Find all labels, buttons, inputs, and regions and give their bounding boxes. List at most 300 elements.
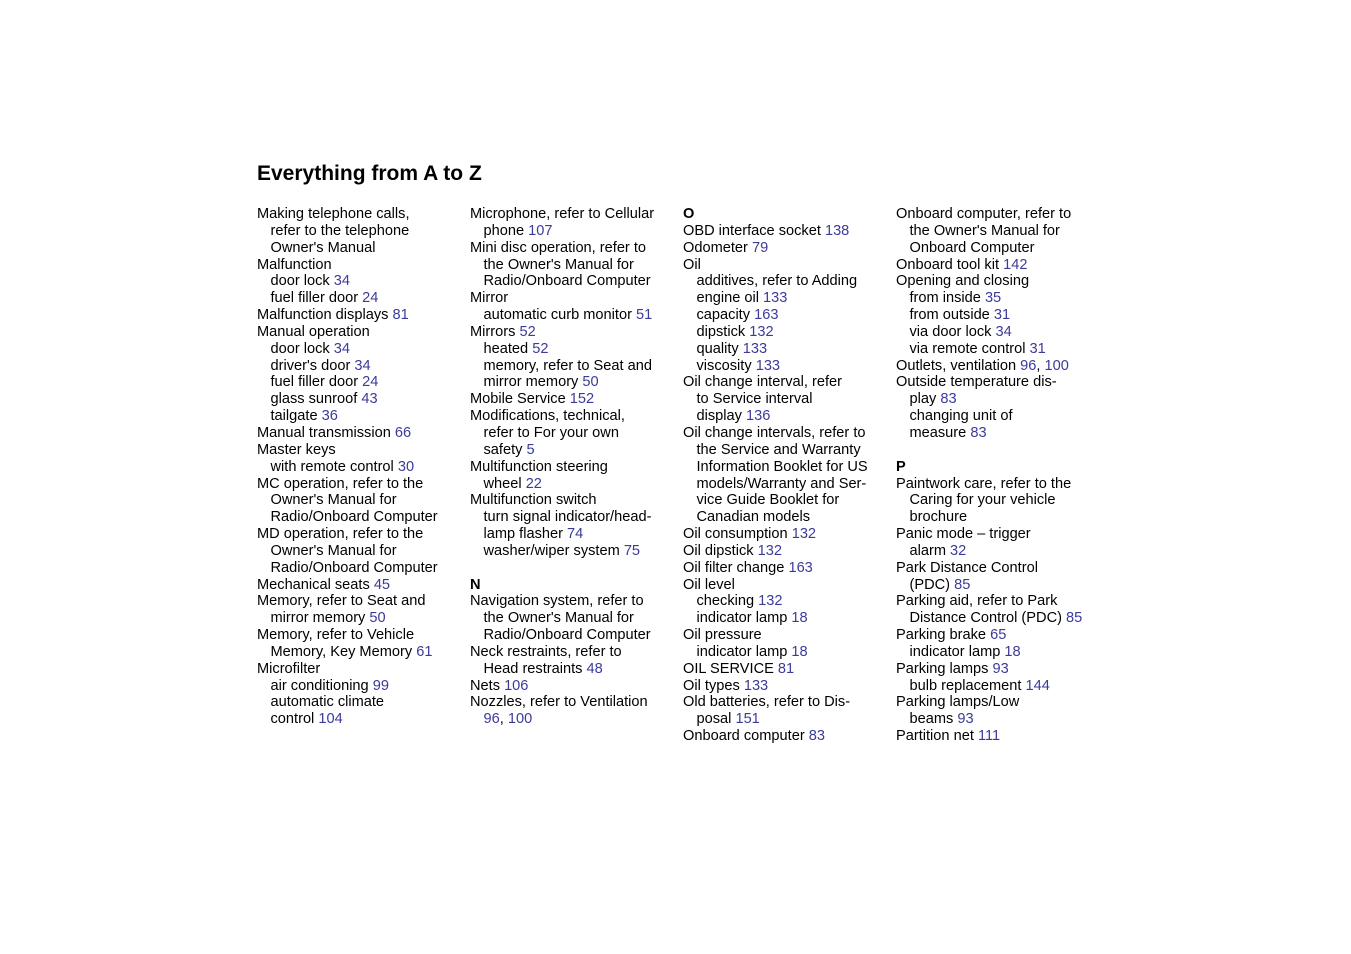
page-reference-link[interactable]: 52 (519, 323, 536, 340)
index-subentry (257, 358, 467, 375)
index-subentry (257, 560, 467, 577)
index-entry (683, 678, 893, 695)
entry-text: viscosity (696, 357, 756, 374)
entry-text: safety (483, 441, 527, 458)
page-reference-link[interactable]: 50 (582, 374, 599, 391)
index-subentry (683, 476, 893, 493)
page-reference-link[interactable]: 74 (567, 526, 584, 543)
index-subentry (470, 509, 680, 526)
entry-text: Mirror (470, 290, 509, 307)
index-subentry (896, 307, 1106, 324)
entry-text: dipstick (696, 323, 750, 340)
page-reference-link[interactable]: 96 (483, 711, 500, 728)
entry-text: Parking aid, refer to Park (896, 593, 1058, 610)
index-subentry (257, 273, 467, 290)
index-subentry (683, 509, 893, 526)
entry-text: washer/wiper system (483, 542, 624, 559)
index-subentry (257, 610, 467, 627)
page-reference-link[interactable]: 151 (735, 711, 760, 728)
entry-text: bulb replacement (909, 677, 1026, 694)
page-reference-link[interactable]: 31 (1029, 340, 1046, 357)
page-reference-link[interactable]: 132 (758, 593, 783, 610)
index-subentry (470, 358, 680, 375)
page-reference-link[interactable]: 132 (749, 323, 774, 340)
entry-text: the Service and Warranty (696, 441, 861, 458)
index-subentry (683, 324, 893, 341)
entry-text: Parking brake (896, 627, 991, 644)
index-subentry (257, 341, 467, 358)
entry-text: Making telephone calls, (257, 206, 410, 222)
page-reference-link[interactable]: 133 (742, 340, 768, 357)
entry-text: via remote control (909, 340, 1030, 357)
entry-text: mirror memory (270, 610, 370, 627)
entry-text: phone (483, 222, 529, 239)
page-reference-link[interactable]: 61 (416, 643, 433, 660)
page-reference-link[interactable]: 75 (623, 542, 641, 559)
entry-text: Paintwork care, refer to the (896, 475, 1072, 492)
page-reference-link[interactable]: 163 (754, 307, 779, 324)
entry-text: (PDC) (909, 576, 955, 593)
entry-text: beams (909, 711, 958, 728)
index-column-4 (896, 206, 1106, 745)
entry-text: Mechanical seats (257, 576, 374, 593)
entry-text: changing unit of (909, 408, 1013, 425)
index-subentry (896, 425, 1106, 442)
index-entry (896, 526, 1106, 543)
index-entry (257, 442, 467, 459)
entry-text: Master keys (257, 441, 336, 458)
index-subentry (470, 610, 680, 627)
entry-text: Oil pressure (683, 627, 762, 644)
page-reference-link[interactable]: 79 (751, 239, 769, 256)
page-reference-link[interactable]: 142 (1003, 256, 1028, 273)
page-reference-link[interactable]: 100 (1044, 357, 1069, 374)
index-subentry (257, 678, 467, 695)
section-letter-heading: O (683, 206, 695, 222)
index-subentry: 96, 100 (483, 711, 533, 728)
entry-text: Canadian models (696, 509, 811, 526)
entry-text: Malfunction displays (257, 307, 393, 324)
section-spacer (470, 560, 680, 577)
page-reference-link[interactable]: 107 (528, 222, 553, 239)
index-entry (896, 694, 1106, 711)
index-entry (470, 290, 680, 307)
entry-text: Park Distance Control (896, 559, 1038, 576)
entry-text: to Service interval (696, 391, 813, 408)
entry-text: memory, refer to Seat and (483, 357, 652, 374)
entry-text: automatic climate (270, 694, 385, 711)
entry-text: Microfilter (257, 660, 321, 677)
entry-text: control (270, 711, 319, 728)
entry-text: Multifunction steering (470, 458, 608, 475)
index-subentry (257, 391, 467, 408)
entry-text: Navigation system, refer to (470, 593, 644, 610)
entry-text: Neck restraints, refer to (470, 643, 622, 660)
page-reference-link[interactable]: 85 (954, 576, 971, 593)
index-subentry (896, 610, 1106, 627)
entry-text: brochure (909, 509, 968, 526)
entry-text: automatic curb monitor (483, 307, 636, 324)
index-subentry (896, 577, 1106, 594)
entry-text: quality (696, 340, 743, 357)
entry-text: Memory, refer to Seat and (257, 593, 426, 610)
index-subentry (257, 223, 467, 240)
entry-text: glass sunroof (270, 391, 362, 408)
page-reference-link[interactable]: 132 (791, 526, 817, 543)
page-reference-link[interactable]: 136 (745, 408, 771, 425)
page-reference-link[interactable]: 50 (369, 610, 386, 627)
entry-text: OIL SERVICE (683, 660, 778, 677)
page-reference-link[interactable]: 34 (354, 357, 371, 374)
index-entry (257, 627, 467, 644)
index-entry (683, 526, 893, 543)
index-entry (683, 223, 893, 240)
index-entry (470, 678, 680, 695)
entry-text: Owner's Manual for (270, 542, 397, 559)
index-subentry (470, 543, 680, 560)
index-subentry (896, 543, 1106, 560)
index-entry (896, 593, 1106, 610)
index-subentry (896, 324, 1106, 341)
page-reference-link[interactable]: 111 (977, 728, 1001, 745)
page-reference-link[interactable]: 133 (755, 357, 781, 374)
page-reference-link[interactable]: 83 (970, 424, 987, 441)
index-entry (896, 257, 1106, 274)
entry-text: Radio/Onboard Computer (483, 273, 651, 290)
index-entry (470, 694, 680, 711)
page-reference-link[interactable]: 52 (532, 340, 549, 357)
entry-text: Mobile Service (470, 391, 570, 408)
index-entry (470, 492, 680, 509)
page-reference-link[interactable]: 34 (333, 340, 351, 357)
index-entry (896, 728, 1106, 745)
entry-text: refer to For your own (483, 424, 619, 441)
entry-text: OBD interface socket (683, 222, 825, 239)
index-entry (683, 374, 893, 391)
entry-text: Information Booklet for US (696, 458, 868, 475)
index-entry (896, 206, 1106, 223)
entry-text: Parking lamps (896, 660, 993, 677)
entry-text: display (696, 408, 746, 425)
entry-text: Onboard Computer (909, 239, 1035, 256)
index-subentry (896, 223, 1106, 240)
page-reference-link[interactable]: 34 (333, 273, 351, 290)
page-reference-link[interactable]: 104 (318, 711, 343, 728)
index-entry (257, 324, 467, 341)
entry-text: Mirrors (470, 323, 520, 340)
index-subentry (683, 442, 893, 459)
index-entry (896, 273, 1106, 290)
index-subentry (470, 627, 680, 644)
entry-text: wheel (483, 475, 526, 492)
entry-text: Nozzles, refer to Ventilation (470, 694, 648, 711)
page-reference-link[interactable]: 45 (373, 576, 391, 593)
index-subentry (683, 408, 893, 425)
entry-text: heated (483, 340, 533, 357)
index-subentry (896, 290, 1106, 307)
entry-text: Odometer (683, 239, 752, 256)
index-entry (470, 644, 680, 661)
index-subentry (470, 526, 680, 543)
index-subentry (896, 678, 1106, 695)
page-reference-link[interactable]: 18 (791, 610, 808, 627)
entry-text: the Owner's Manual for (483, 610, 634, 627)
section-spacer (896, 442, 1106, 459)
page-reference-link[interactable]: 24 (362, 290, 379, 307)
index-entry (683, 728, 893, 745)
index-subentry (683, 358, 893, 375)
entry-text: refer to the telephone (270, 222, 410, 239)
index-entry (896, 374, 1106, 391)
page-reference-link[interactable]: 133 (743, 677, 769, 694)
index-subentry (470, 273, 680, 290)
index-subentry (470, 442, 680, 459)
page-reference-link[interactable]: 48 (586, 660, 603, 677)
page-reference-link[interactable]: 132 (757, 542, 782, 559)
entry-text: the Owner's Manual for (483, 256, 634, 273)
entry-text: Caring for your vehicle (909, 492, 1056, 509)
entry-text: Radio/Onboard Computer (270, 509, 438, 526)
entry-text: from inside (909, 290, 985, 307)
entry-text: Distance Control (PDC) (909, 610, 1067, 627)
index-subentry (470, 476, 680, 493)
entry-text: alarm (909, 542, 951, 559)
index-entry (896, 627, 1106, 644)
index-subentry (896, 492, 1106, 509)
index-subentry (470, 374, 680, 391)
entry-text: indicator lamp (696, 643, 792, 660)
index-subentry (257, 509, 467, 526)
page-reference-link[interactable]: 24 (362, 374, 379, 391)
entry-text: Radio/Onboard Computer (270, 559, 438, 576)
entry-text: via door lock (909, 323, 996, 340)
page-reference-link[interactable]: 83 (940, 391, 957, 408)
entry-text: fuel filler door (270, 374, 363, 391)
page-reference-link[interactable]: 96 (1020, 357, 1037, 374)
entry-text: Panic mode – trigger (896, 526, 1031, 543)
index-subentry (683, 610, 893, 627)
page-reference-link[interactable]: 36 (321, 408, 338, 425)
index-entry (470, 391, 680, 408)
entry-text: capacity (696, 307, 755, 324)
index-entry (683, 257, 893, 274)
entry-text: Microphone, refer to Cellular (470, 206, 655, 222)
entry-text: Partition net (896, 728, 978, 745)
index-subentry (257, 240, 467, 257)
page-reference-link[interactable]: 81 (777, 660, 795, 677)
entry-text: Parking lamps/Low (896, 694, 1020, 711)
page-reference-link[interactable]: 93 (992, 660, 1009, 677)
index-entry (683, 577, 893, 594)
index-subentry (896, 341, 1106, 358)
entry-text: models/Warranty and Ser- (696, 475, 867, 492)
entry-text: Onboard tool kit (896, 256, 1004, 273)
index-entry (683, 661, 893, 678)
entry-text: Oil change intervals, refer to (683, 424, 866, 441)
index-subentry (683, 711, 893, 728)
index-entry (470, 324, 680, 341)
page-reference-link[interactable]: 83 (808, 728, 825, 745)
index-subentry (470, 425, 680, 442)
page-reference-link[interactable]: 5 (526, 441, 535, 458)
index-subentry (470, 223, 680, 240)
index-entry (257, 526, 467, 543)
index-entry (470, 408, 680, 425)
index-entry (470, 206, 680, 223)
index-column-1 (257, 206, 467, 728)
page-reference-link[interactable]: 43 (361, 391, 378, 408)
index-entry (257, 425, 467, 442)
index-column-2 (470, 206, 680, 728)
index-entry (683, 694, 893, 711)
entry-text: air conditioning (270, 677, 373, 694)
index-subentry (470, 307, 680, 324)
page-reference-link[interactable]: 51 (636, 307, 653, 324)
index-subentry (257, 374, 467, 391)
page-reference-link[interactable]: 66 (394, 424, 412, 441)
entry-text: Oil (683, 256, 701, 273)
entry-text: checking (696, 593, 759, 610)
entry-text: Head restraints (483, 660, 587, 677)
page-reference-link[interactable]: 22 (525, 475, 542, 492)
index-subentry (257, 543, 467, 560)
index-subentry (257, 492, 467, 509)
page-reference-link[interactable]: 144 (1025, 677, 1050, 694)
page-reference-link[interactable]: 18 (791, 643, 808, 660)
entry-text: Oil filter change (683, 559, 789, 576)
entry-text: indicator lamp (909, 643, 1005, 660)
index-subentry (257, 644, 467, 661)
section-letter-heading: N (470, 576, 481, 593)
entry-text: the Owner's Manual for (909, 222, 1060, 239)
entry-text: Memory, refer to Vehicle (257, 627, 415, 644)
page-reference-link[interactable]: 163 (788, 559, 813, 576)
index-entry (257, 593, 467, 610)
entry-text: Oil types (683, 677, 744, 694)
page-reference-link[interactable]: 30 (397, 458, 415, 475)
entry-text: door lock (270, 273, 334, 290)
index-entry (683, 240, 893, 257)
index-entry (257, 577, 467, 594)
index-entry (683, 425, 893, 442)
entry-text: play (909, 391, 941, 408)
page-reference-link[interactable]: 106 (504, 677, 529, 694)
page-title: Everything from A to Z (257, 162, 482, 185)
page-reference-link[interactable]: 99 (372, 677, 389, 694)
entry-text: Oil level (683, 576, 735, 593)
index-entry (470, 240, 680, 257)
index-entry (257, 307, 467, 324)
index-entry (896, 661, 1106, 678)
entry-text: lamp flasher (483, 526, 568, 543)
entry-text: Modifications, technical, (470, 408, 625, 425)
index-entry (683, 627, 893, 644)
page-reference-link[interactable]: 133 (763, 290, 788, 307)
entry-text: driver's door (270, 357, 355, 374)
page-reference-link[interactable]: 18 (1004, 643, 1021, 660)
index-subentry (683, 341, 893, 358)
page-reference-link[interactable]: 100 (507, 711, 533, 728)
index-entry (896, 476, 1106, 493)
entry-text: measure (909, 424, 971, 441)
entry-text: Memory, Key Memory (270, 643, 417, 660)
index-subentry (470, 257, 680, 274)
index-subentry (683, 273, 893, 290)
index-subentry (683, 391, 893, 408)
entry-text: MD operation, refer to the (257, 526, 424, 543)
index-entry (257, 206, 467, 223)
index-subentry (896, 408, 1106, 425)
page-reference-link[interactable]: 85 (1066, 610, 1083, 627)
index-entry (683, 560, 893, 577)
page-reference-link[interactable]: 93 (957, 711, 974, 728)
entry-text: Oil consumption (683, 526, 792, 543)
entry-text: tailgate (270, 408, 322, 425)
page-reference-link[interactable]: 32 (950, 542, 967, 559)
entry-text: Owner's Manual for (270, 492, 397, 509)
page-reference-link[interactable]: 65 (990, 627, 1007, 644)
entry-text: Owner's Manual (270, 239, 376, 256)
index-subentry (257, 711, 467, 728)
page-reference-link[interactable]: 152 (569, 391, 595, 408)
entry-text: turn signal indicator/head- (483, 509, 652, 526)
entry-text: Old batteries, refer to Dis- (683, 694, 851, 711)
entry-text: Multifunction switch (470, 492, 597, 509)
entry-text: additives, refer to Adding (696, 273, 858, 290)
index-entry (896, 560, 1106, 577)
entry-text: Radio/Onboard Computer (483, 627, 651, 644)
page-reference-link[interactable]: 138 (824, 222, 850, 239)
index-entry (470, 593, 680, 610)
entry-text: posal (696, 711, 736, 728)
index-subentry (257, 694, 467, 711)
entry-text: Onboard computer (683, 728, 809, 745)
page-reference-link[interactable]: 34 (995, 323, 1012, 340)
index-subentry (683, 492, 893, 509)
index-entry (683, 543, 893, 560)
entry-text: Outside temperature dis- (896, 374, 1057, 391)
index-subentry (257, 290, 467, 307)
entry-text: with remote control (270, 458, 398, 475)
index-subentry (896, 391, 1106, 408)
index-entry (470, 459, 680, 476)
index-subentry (683, 290, 893, 307)
entry-text: fuel filler door (270, 290, 363, 307)
entry-text: mirror memory (483, 374, 583, 391)
index-subentry (683, 593, 893, 610)
entry-text: indicator lamp (696, 610, 792, 627)
index-subentry (683, 644, 893, 661)
index-subentry (257, 408, 467, 425)
index-column-3 (683, 206, 893, 745)
entry-text: Opening and closing (896, 273, 1030, 290)
index-entry (257, 661, 467, 678)
entry-text: Oil change interval, refer (683, 374, 842, 391)
index-subentry (896, 240, 1106, 257)
entry-text: vice Guide Booklet for (696, 492, 840, 509)
index-subentry (470, 661, 680, 678)
entry-text: Malfunction (257, 256, 332, 273)
page-reference-link[interactable]: 35 (984, 290, 1002, 307)
index-entry: Outlets, ventilation 96, 100 (896, 357, 1069, 374)
index-entry (257, 476, 467, 493)
index-subentry (683, 307, 893, 324)
entry-text: from outside (909, 307, 994, 324)
entry-text: door lock (270, 340, 334, 357)
page-reference-link[interactable]: 81 (392, 307, 409, 324)
page-reference-link[interactable]: 31 (993, 307, 1011, 324)
entry-text: Manual transmission (257, 424, 395, 441)
